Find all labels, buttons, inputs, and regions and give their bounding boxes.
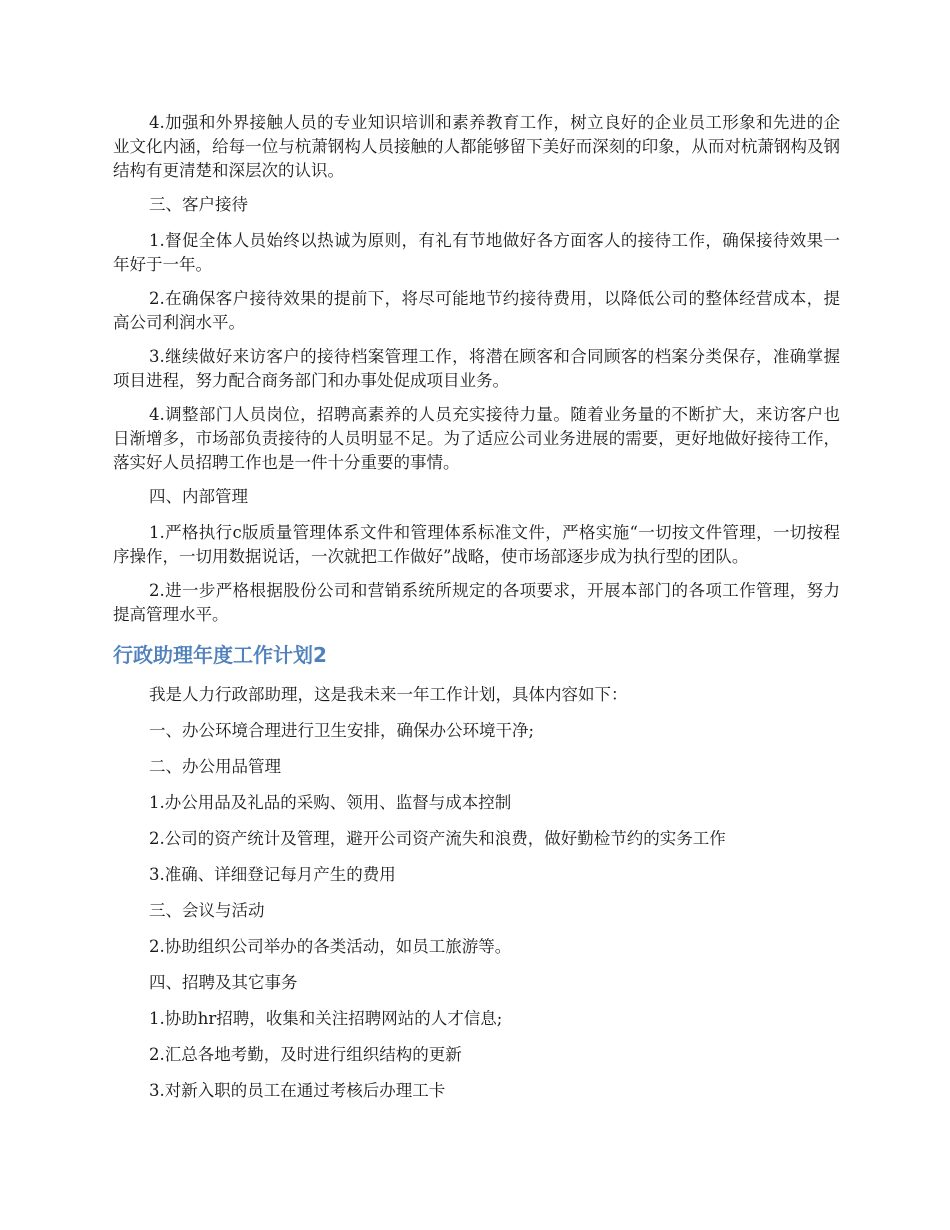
paragraph: 4.加强和外界接触人员的专业知识培训和素养教育工作，树立良好的企业员工形象和先进的企业文化内涵，给每一位与杭萧钢构人员接触的人都能够留下美好而深刻的印象，从而对杭萧钢构及钢结构有更清楚和深层次的认识。 xyxy=(113,113,840,180)
paragraph: 1.严格执行c版质量管理体系文件和管理体系标准文件，严格实施“一切按文件管理，一切按程序操作，一切用数据说话，一次就把工作做好”战略，使市场部逐步成为执行型的团队。 xyxy=(113,523,840,566)
paragraph: 1.督促全体人员始终以热诚为原则，有礼有节地做好各方面客人的接待工作，确保接待效果一年好于一年。 xyxy=(113,231,840,274)
list-item: 3.对新入职的员工在通过考核后办理工卡 xyxy=(149,1081,446,1100)
paragraph: 我是人力行政部助理，这是我未来一年工作计划，具体内容如下： xyxy=(149,685,628,704)
section-title: 行政助理年度工作计划2 xyxy=(113,643,327,667)
list-item: 2.汇总各地考勤，及时进行组织结构的更新 xyxy=(149,1045,462,1064)
subheading-meetings-activities: 三、会议与活动 xyxy=(149,901,265,920)
paragraph: 3.继续做好来访客户的接待档案管理工作，将潜在顾客和合同顾客的档案分类保存，准确掌握项目进程，努力配合商务部门和办事处促成项目业务。 xyxy=(113,347,840,390)
list-item: 2.公司的资产统计及管理，避开公司资产流失和浪费，做好勤检节约的实务工作 xyxy=(149,829,726,848)
subheading-office-supplies: 二、办公用品管理 xyxy=(149,757,281,776)
paragraph: 2.进一步严格根据股份公司和营销系统所规定的各项要求，开展本部门的各项工作管理，努力提高管理水平。 xyxy=(113,581,840,624)
list-item: 2.协助组织公司举办的各类活动，如员工旅游等。 xyxy=(149,937,512,956)
document-body xyxy=(113,111,840,1115)
subheading-internal-management: 四、内部管理 xyxy=(149,487,248,506)
paragraph: 4.调整部门人员岗位，招聘高素养的人员充实接待力量。随着业务量的不断扩大，来访客户也日渐增多，市场部负责接待的人员明显不足。为了适应公司业务进展的需要，更好地做好接待工作，落实好人员招聘工作也是一件十分重要的事情。 xyxy=(113,405,840,472)
list-item: 1.办公用品及礼品的采购、领用、监督与成本控制 xyxy=(149,793,512,812)
paragraph: 2.在确保客户接待效果的提前下，将尽可能地节约接待费用，以降低公司的整体经营成本，提高公司利润水平。 xyxy=(113,289,840,332)
paragraph: 一、办公环境合理进行卫生安排，确保办公环境干净; xyxy=(149,721,535,740)
subheading-customer-reception: 三、客户接待 xyxy=(149,195,248,214)
list-item: 1.协助hr招聘，收集和关注招聘网站的人才信息; xyxy=(149,1009,503,1028)
list-item: 3.准确、详细登记每月产生的费用 xyxy=(149,865,396,884)
subheading-recruitment: 四、招聘及其它事务 xyxy=(149,973,298,992)
